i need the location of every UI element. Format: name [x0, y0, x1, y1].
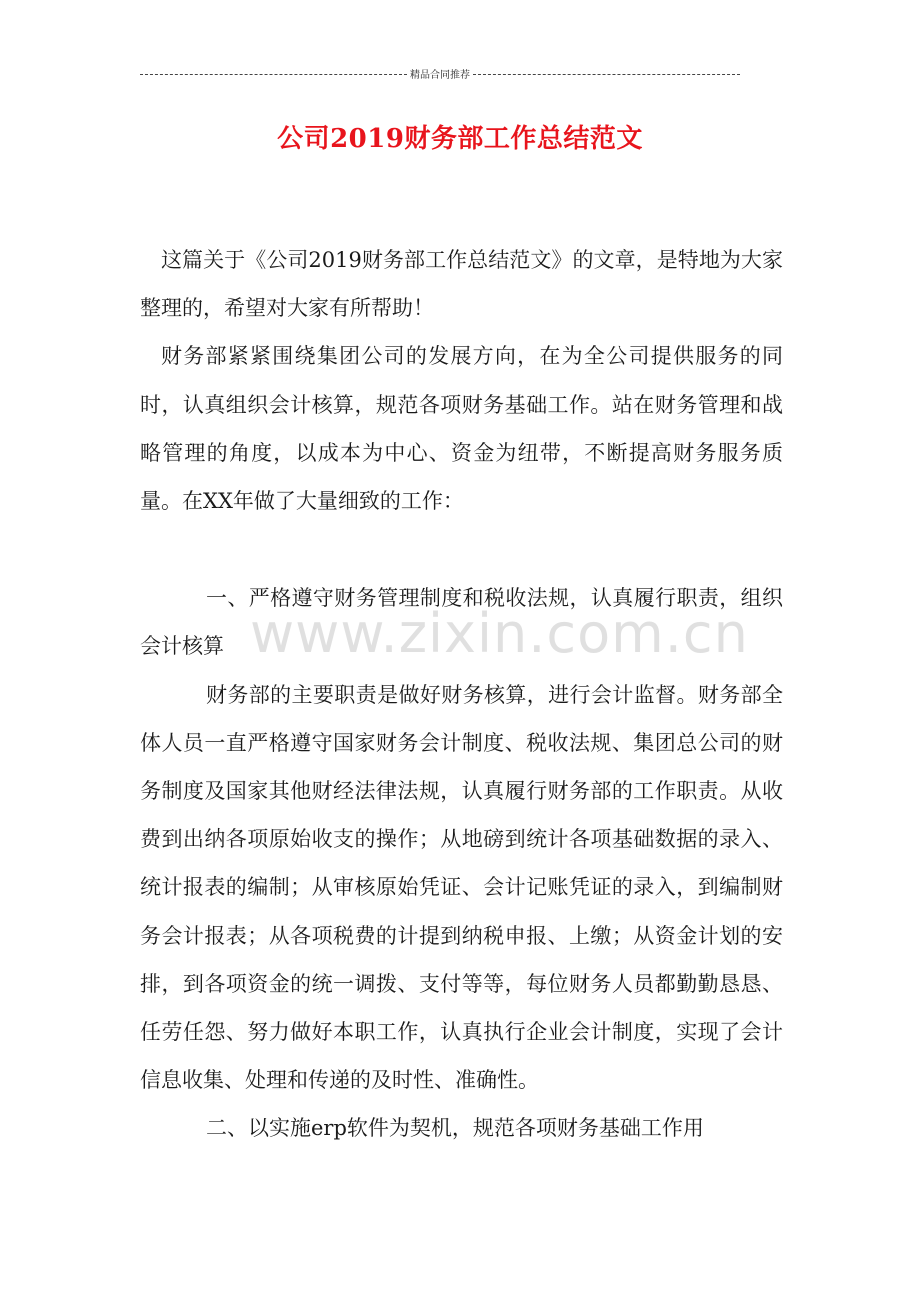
page-header: [140, 66, 740, 81]
intro-paragraph: 这篇关于《公司2019财务部工作总结范文》的文章，是特地为大家整理的，希望对大家有所帮助！: [140, 248, 783, 321]
header-dash-left: [140, 74, 407, 75]
section-1-heading: 一、严格遵守财务管理制度和税收法规，认真履行职责，组织会计核算: [140, 586, 783, 659]
overview-paragraph: 财务部紧紧围绕集团公司的发展方向，在为全公司提供服务的同时，认真组织会计核算，规范各项财务基础工作。站在财务管理和战略管理的角度，以成本为中心、资金为纽带，不断提高财务服务质量。在XX年做了大量细致的工作：: [140, 344, 783, 514]
header-dash-right: [473, 74, 740, 75]
section-2-heading: 二、以实施erp软件为契机，规范各项财务基础工作用: [206, 1116, 704, 1141]
section-1-body: 财务部的主要职责是做好财务核算，进行会计监督。财务部全体人员一直严格遵守国家财务会计制度、税收法规、集团总公司的财务制度及国家其他财经法律法规，认真履行财务部的工作职责。从收费到出纳各项原始收支的操作；从地磅到统计各项基础数据的录入、统计报表的编制；从审核原始凭证、会计记账凭证的录入，到编制财务会计报表；从各项税费的计提到纳税申报、上缴；从资金计划的安排，到各项资金的统一调拨、支付等等，每位财务人员都勤勤恳恳、任劳任怨、努力做好本职工作，认真执行企业会计制度，实现了会计信息收集、处理和传递的及时性、准确性。: [140, 682, 783, 1093]
watermark-text: www.zixin.com.cn: [250, 602, 749, 665]
document-body: [140, 236, 783, 1153]
paragraph-spacer: [140, 525, 783, 574]
document-title: 公司2019财务部工作总结范文: [277, 124, 643, 154]
header-label: 精品合同推荐: [410, 70, 470, 81]
